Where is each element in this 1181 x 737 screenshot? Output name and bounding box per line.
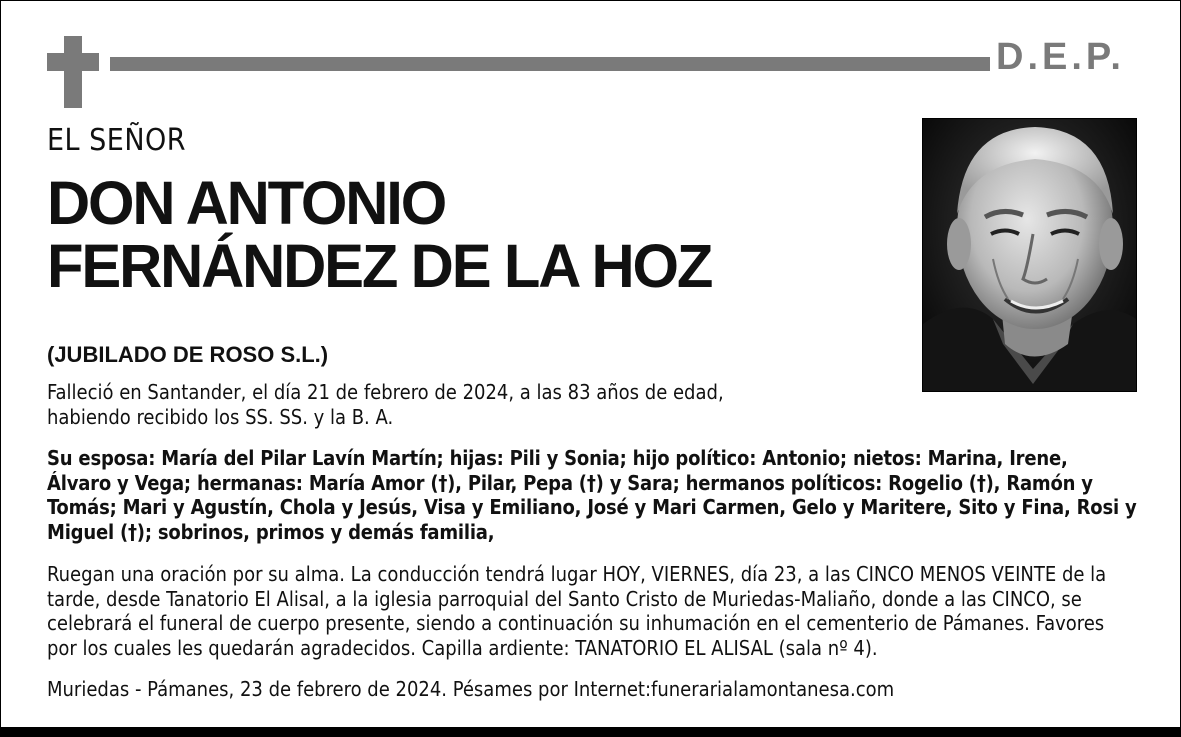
cross-icon-vertical bbox=[64, 36, 82, 108]
cross-icon-horizontal bbox=[47, 53, 99, 71]
deceased-name bbox=[47, 169, 712, 300]
name-line-2: FERNÁNDEZ DE LA HOZ bbox=[47, 232, 712, 300]
death-notice: Falleció en Santander, el día 21 de febrero de 2024, a las 83 años de edad, habiendo recibido los SS. SS. y la B. A. bbox=[47, 380, 724, 429]
family-list: Su esposa: María del Pilar Lavín Martín; hijas: Pili y Sonia; hijo político: Antonio; nietos: Marina, Irene, Álvaro y Vega; hermanas: María Amor (†), Pilar, Pepa (†) y Sara; hermanos políticos: Rogelio (†), Ramón y Tomás; Mari y Agustín, Chola y Jesús, Visa y Emiliano, José y Mari Carmen, Gelo y Maritere, Sito y Fina, Rosi y Miguel (†); sobrinos, primos y demás familia, bbox=[47, 446, 1137, 544]
portrait-image bbox=[923, 119, 1136, 391]
header-rule bbox=[110, 57, 990, 71]
funeral-details: Ruegan una oración por su alma. La conducción tendrá lugar HOY, VIERNES, día 23, a las CINCO MENOS VEINTE de la tarde, desde Tanatorio El Alisal, a la iglesia parroquial del Santo Cristo de Muriedas-Maliaño, donde a las CINCO, se celebrará el funeral de cuerpo presente, siendo a continuación su inhumación en el cementerio de Pámanes. Favores por los cuales les quedarán agradecidos. Capilla ardiente: TANATORIO EL ALISAL (sala nº 4). bbox=[47, 562, 1107, 660]
name-line-1: DON ANTONIO bbox=[47, 169, 446, 237]
bottom-border bbox=[0, 727, 1181, 737]
dep-label: D.E.P. bbox=[996, 36, 1125, 78]
footer-note: Muriedas - Pámanes, 23 de febrero de 2024. Pésames por Internet:funerarialamontanesa.com bbox=[47, 677, 895, 701]
occupation: (JUBILADO DE ROSO S.L.) bbox=[47, 342, 329, 367]
portrait-photo bbox=[922, 118, 1137, 392]
title-prefix: EL SEÑOR bbox=[47, 123, 187, 158]
